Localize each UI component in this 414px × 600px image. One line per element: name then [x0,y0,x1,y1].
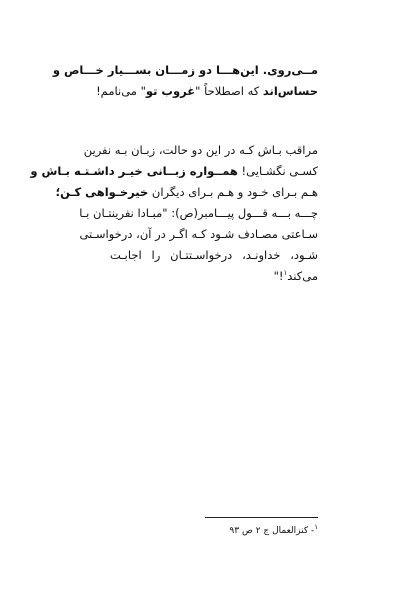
bold-phrase: خیرخـواهی کـن؛ [55,185,149,199]
paragraph-1 [52,60,318,102]
text-run: !" [273,269,284,283]
paragraph-2 [30,140,318,287]
paragraph-2-line-7 [110,266,318,287]
paragraph-2-line-6: شـود، خداونـد، درخواسـتتـان را اجابـت [110,248,318,262]
footnote-reference: ۱ [283,269,288,278]
bold-phrase: مــی‌روی. این‌هـــا دو زمـــان بســـیار خـــاص و [52,63,318,77]
bold-word: حساس‌اند [262,84,318,98]
paragraph-2-line-2 [30,161,318,182]
text-run: هـم بـرای خـود و هـم بـرای دیگران [148,185,318,199]
text-run: می‌کند [287,269,318,283]
paragraph-2-line-1: مراقب بـاش کـه در این دو حالت، زبـان بـه نفرین [83,143,318,157]
text-run: " می‌نامم! [96,84,146,98]
paragraph-2-line-5: سـاعتی مصـادف شـود کـه اگـر در آن، درخواسـتی [79,227,318,241]
quoted-term: غروب تو [145,84,196,98]
footnote-divider [205,517,318,518]
text-run: کسـی نگشـایی! [237,164,318,178]
footnote-marker: ۱ [314,523,318,531]
footnote [110,524,318,538]
footnote-text: - کنزالعمال ج ۲ ص ۹۳ [229,526,315,536]
paragraph-2-line-3 [55,182,318,203]
paragraph-2-line-4: چـــه بـــه قـــول پیـــامبر(ص): "مبـادا نفرینتـان بـا [79,206,318,220]
text-run: که اصطلاحاً " [195,84,263,98]
paragraph-1-line-1 [52,60,318,81]
bold-phrase: همــواره زبــانی خیـر داشـتـه بـاش و [30,164,238,178]
paragraph-1-line-2 [96,81,318,102]
